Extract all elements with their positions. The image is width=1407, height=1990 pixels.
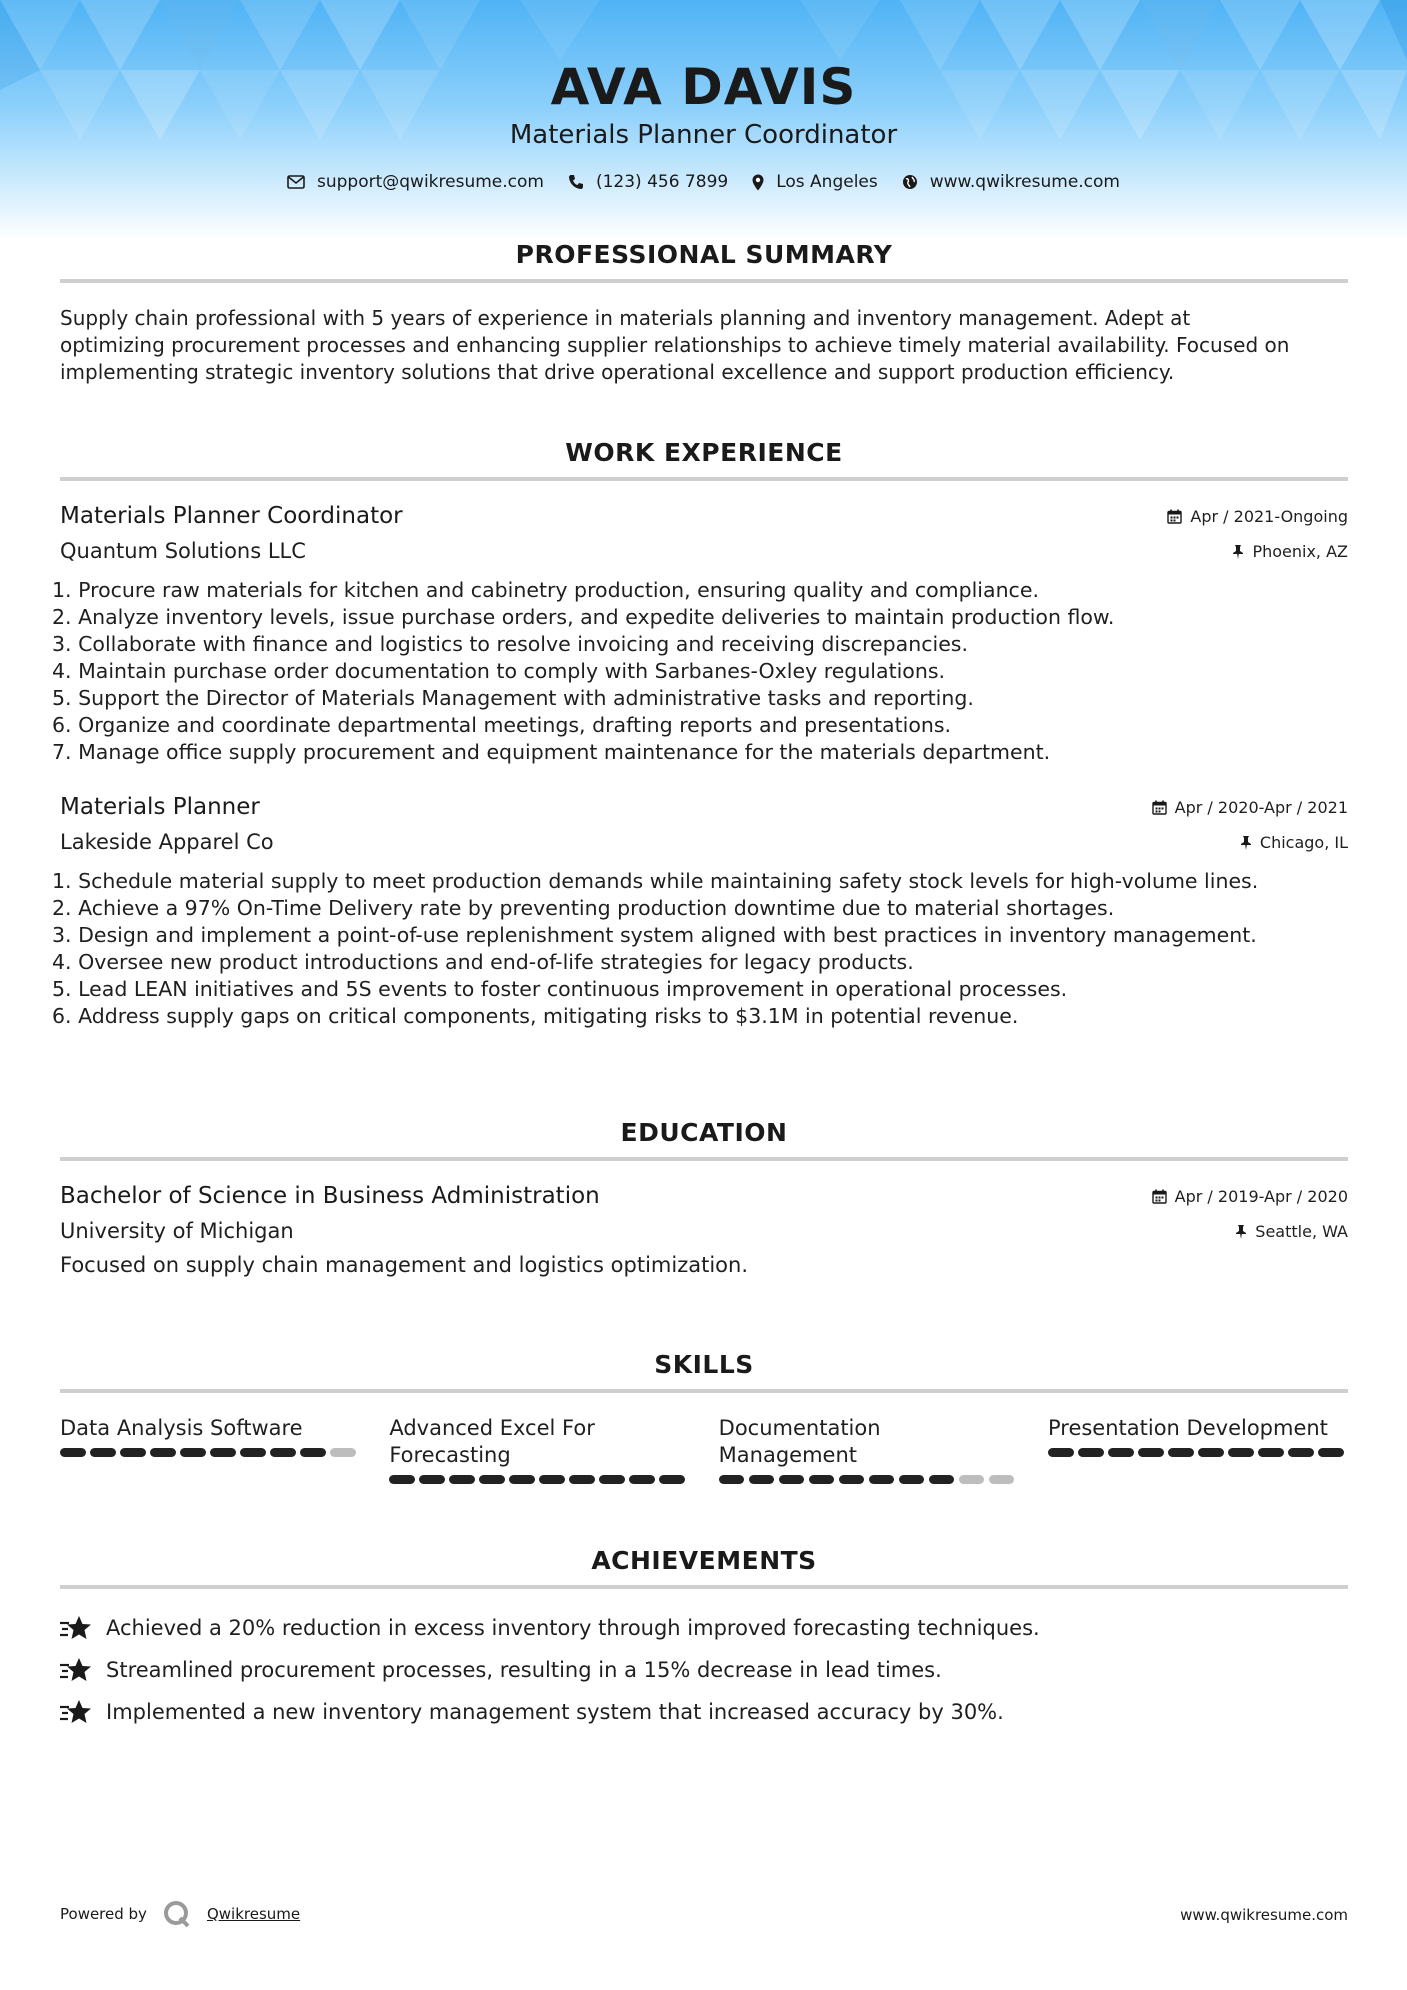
skill-segment-filled [539, 1475, 565, 1484]
bullet-item: Maintain purchase order documentation to comply with Sarbanes-Oxley regulations. [78, 659, 946, 683]
experience-heading: WORK EXPERIENCE [565, 438, 843, 467]
bullet-item: Procure raw materials for kitchen and cabinetry production, ensuring quality and compliance. [78, 578, 1039, 602]
skill-segment-filled [929, 1475, 955, 1484]
contact-location [752, 172, 878, 192]
phone-icon [568, 174, 584, 190]
skill-name: Advanced Excel For Forecasting [389, 1416, 595, 1467]
education-heading: EDUCATION [620, 1118, 788, 1147]
bullet-item: Support the Director of Materials Management with administrative tasks and reporting. [78, 686, 974, 710]
location-text: Los Angeles [776, 172, 878, 192]
pushpin-icon [1240, 835, 1252, 850]
skill-segment-filled [779, 1475, 805, 1484]
phone-text: (123) 456 7899 [595, 172, 729, 192]
achievement-item: Streamlined procurement processes, resulting in a 15% decrease in lead times. [60, 1657, 1348, 1683]
skill-segment-filled [719, 1475, 745, 1484]
contact-bar [0, 172, 1407, 192]
qwikresume-link[interactable]: Qwikresume [206, 1905, 301, 1923]
section-divider [60, 1389, 1348, 1393]
skill-level-bar [60, 1448, 360, 1457]
envelope-icon [287, 175, 305, 189]
education-location: Seattle, WA [1235, 1222, 1348, 1241]
skill-segment-filled [869, 1475, 895, 1484]
calendar-icon [1167, 509, 1182, 524]
skill-segment-filled [240, 1448, 266, 1457]
skill-segment-filled [1228, 1448, 1254, 1457]
website-text: www.qwikresume.com [929, 172, 1120, 192]
skill-segment-filled [150, 1448, 176, 1457]
qwikresume-logo-icon [163, 1900, 191, 1928]
school-name: University of Michigan [60, 1219, 294, 1243]
job-title: Materials Planner [60, 794, 260, 820]
skill-segment-filled [599, 1475, 625, 1484]
skill-segment-filled [659, 1475, 685, 1484]
skill-segment-filled [1138, 1448, 1164, 1457]
experience-section [60, 438, 1348, 1030]
job-title: Materials Planner Coordinator [60, 503, 403, 529]
achievement-item: Implemented a new inventory management system that increased accuracy by 30%. [60, 1699, 1348, 1725]
skill-segment-empty [330, 1448, 356, 1457]
footer-website[interactable]: www.qwikresume.com [1180, 1906, 1348, 1924]
summary-heading: PROFESSIONAL SUMMARY [515, 240, 893, 269]
skill-segment-filled [210, 1448, 236, 1457]
summary-line: Supply chain professional with 5 years of experience in materials planning and inventory management. Adept at [60, 306, 1191, 330]
skills-section [60, 1350, 1348, 1484]
skill-segment-filled [389, 1475, 415, 1484]
bullet-item: Address supply gaps on critical components, mitigating risks to $3.1M in potential revenue. [78, 1004, 1019, 1028]
contact-phone[interactable] [568, 172, 728, 192]
skill-segment-filled [120, 1448, 146, 1457]
skill-segment-filled [449, 1475, 475, 1484]
job-location: Chicago, IL [1240, 833, 1348, 852]
star-icon [60, 1699, 92, 1725]
skill-segment-filled [419, 1475, 445, 1484]
skill-segment-filled [569, 1475, 595, 1484]
job-bullets [60, 577, 1348, 766]
skill-segment-filled [300, 1448, 326, 1457]
education-description: Focused on supply chain management and logistics optimization. [60, 1253, 749, 1277]
skill-level-bar [1048, 1448, 1348, 1457]
skill-name: Presentation Development [1047, 1416, 1328, 1440]
skill-segment-filled [1078, 1448, 1104, 1457]
pushpin-icon [1235, 1224, 1247, 1239]
job-entry [60, 794, 1348, 1030]
bullet-item: Achieve a 97% On-Time Delivery rate by preventing production downtime due to material shortages. [78, 896, 1115, 920]
calendar-icon [1152, 1189, 1167, 1204]
bullet-item: Collaborate with finance and logistics to resolve invoicing and receiving discrepancies. [78, 632, 969, 656]
bullet-item: Schedule material supply to meet production demands while maintaining safety stock levels for high-volume lines. [78, 869, 1259, 893]
skill-segment-filled [629, 1475, 655, 1484]
bullet-item: Oversee new product introductions and end-of-life strategies for legacy products. [78, 950, 914, 974]
skill-segment-empty [989, 1475, 1015, 1484]
skill-segment-filled [1318, 1448, 1344, 1457]
star-icon [60, 1615, 92, 1641]
skill-segment-filled [809, 1475, 835, 1484]
section-divider [60, 279, 1348, 283]
section-divider [60, 1585, 1348, 1589]
pushpin-icon [1232, 544, 1244, 559]
education-dates: Apr / 2019-Apr / 2020 [1152, 1187, 1348, 1206]
map-pin-icon [752, 174, 764, 191]
job-dates: Apr / 2021-Ongoing [1167, 507, 1348, 526]
company-name: Lakeside Apparel Co [60, 830, 274, 854]
skill-segment-filled [839, 1475, 865, 1484]
company-name: Quantum Solutions LLC [60, 539, 306, 563]
achievements-heading: ACHIEVEMENTS [591, 1546, 817, 1575]
job-entry [60, 503, 1348, 766]
job-dates: Apr / 2020-Apr / 2021 [1152, 798, 1348, 817]
skill-segment-filled [1258, 1448, 1284, 1457]
skill-segment-filled [1168, 1448, 1194, 1457]
achievement-item: Achieved a 20% reduction in excess inventory through improved forecasting techniques. [60, 1615, 1348, 1641]
skill-item [719, 1415, 1019, 1484]
skills-grid [60, 1415, 1348, 1484]
skill-segment-filled [1048, 1448, 1074, 1457]
education-entry [60, 1183, 1348, 1277]
contact-email[interactable] [287, 172, 544, 192]
skill-level-bar [389, 1475, 689, 1484]
skill-level-bar [719, 1475, 1019, 1484]
contact-website[interactable] [902, 172, 1120, 192]
candidate-name: AVA DAVIS [550, 58, 857, 116]
skill-item [60, 1415, 360, 1484]
summary-section [60, 240, 1348, 386]
skills-heading: SKILLS [654, 1350, 754, 1379]
bullet-item: Analyze inventory levels, issue purchase orders, and expedite deliveries to maintain production flow. [78, 605, 1115, 629]
skill-segment-filled [479, 1475, 505, 1484]
skill-segment-filled [509, 1475, 535, 1484]
achievements-list [60, 1615, 1348, 1725]
footer-powered-by [60, 1900, 300, 1928]
skill-segment-filled [180, 1448, 206, 1457]
calendar-icon [1152, 800, 1167, 815]
skill-segment-filled [899, 1475, 925, 1484]
skill-segment-filled [1288, 1448, 1314, 1457]
skill-name: Data Analysis Software [60, 1416, 303, 1440]
powered-by-label: Powered by [60, 1905, 147, 1923]
bullet-item: Design and implement a point-of-use replenishment system aligned with best practices in inventory management. [78, 923, 1257, 947]
section-divider [60, 477, 1348, 481]
skill-segment-filled [1108, 1448, 1134, 1457]
summary-line: optimizing procurement processes and enhancing supplier relationships to achieve timely material availability. Focused on [60, 333, 1290, 357]
degree-name: Bachelor of Science in Business Administration [60, 1183, 600, 1209]
skill-segment-filled [270, 1448, 296, 1457]
globe-icon [902, 174, 918, 190]
summary-paragraph [60, 305, 1348, 386]
candidate-title: Materials Planner Coordinator [509, 120, 898, 150]
skill-item [389, 1415, 689, 1484]
skill-segment-filled [1198, 1448, 1224, 1457]
skill-item [1048, 1415, 1348, 1484]
section-divider [60, 1157, 1348, 1161]
summary-line: implementing strategic inventory solutions that drive operational excellence and support production efficiency. [60, 360, 1175, 384]
bullet-item: Manage office supply procurement and equipment maintenance for the materials department. [78, 740, 1051, 764]
bullet-item: Lead LEAN initiatives and 5S events to foster continuous improvement in operational processes. [78, 977, 1068, 1001]
skill-segment-filled [749, 1475, 775, 1484]
bullet-item: Organize and coordinate departmental meetings, drafting reports and presentations. [78, 713, 952, 737]
skill-name: Documentation Management [718, 1416, 881, 1467]
job-bullets [60, 868, 1348, 1030]
email-text: support@qwikresume.com [317, 172, 544, 192]
skill-segment-filled [90, 1448, 116, 1457]
education-section [60, 1118, 1348, 1277]
skill-segment-filled [60, 1448, 86, 1457]
achievements-section [60, 1546, 1348, 1741]
skill-segment-empty [959, 1475, 985, 1484]
job-location: Phoenix, AZ [1232, 542, 1348, 561]
star-icon [60, 1657, 92, 1683]
